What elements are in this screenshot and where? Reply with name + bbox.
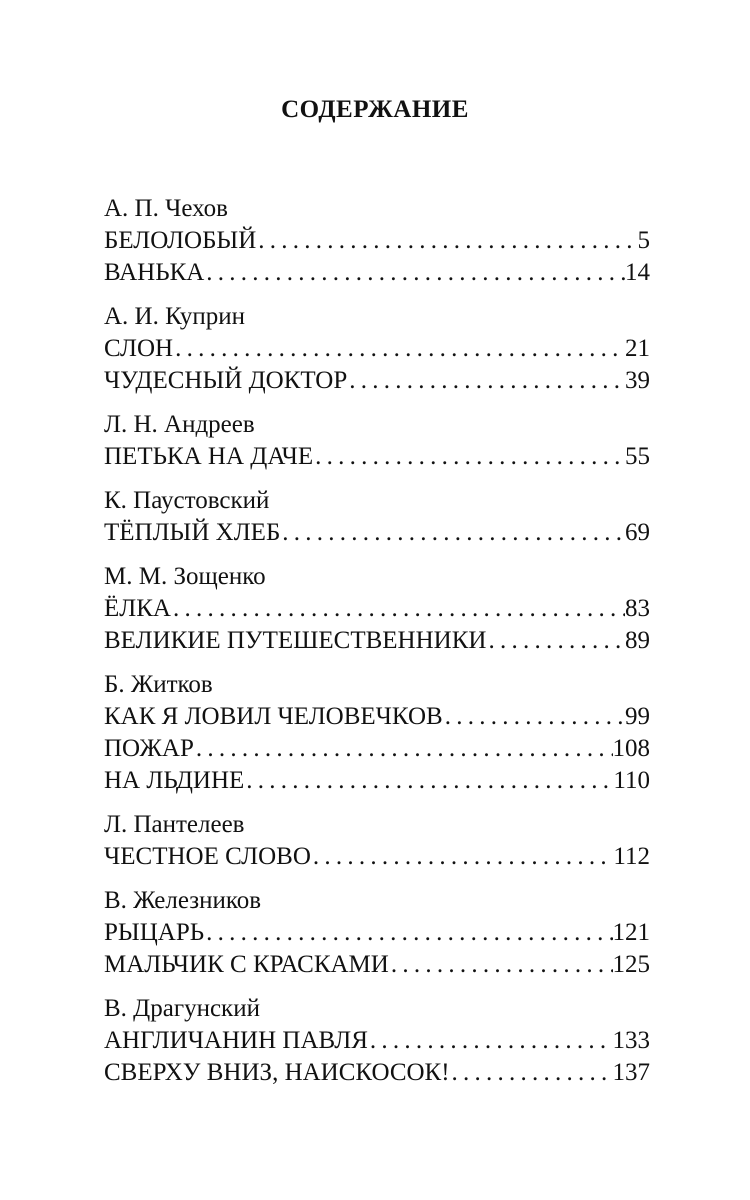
author-name: М. М. Зощенко — [104, 563, 266, 590]
dot-leader — [171, 593, 625, 625]
story-title: ЧУДЕСНЫЙ ДОКТОР — [104, 367, 348, 394]
table-of-contents — [104, 193, 650, 1101]
toc-author-group — [104, 885, 650, 981]
page-number: 137 — [612, 1059, 650, 1086]
author-name: Л. Пантелеев — [104, 811, 245, 838]
story-title: ВЕЛИКИЕ ПУТЕШЕСТВЕННИКИ — [104, 627, 487, 654]
toc-author-group — [104, 409, 650, 473]
story-title: ВАНЬКА — [104, 259, 205, 286]
dot-leader — [347, 365, 625, 397]
story-title: ТЁПЛЫЙ ХЛЕБ — [104, 519, 281, 546]
toc-author-group — [104, 993, 650, 1089]
story-title: АНГЛИЧАНИН ПАВЛЯ — [104, 1027, 368, 1054]
toc-entry — [104, 949, 650, 981]
dot-leader — [194, 733, 613, 765]
dot-leader — [280, 517, 625, 549]
story-title: БЕЛОЛОБЫЙ — [104, 227, 257, 254]
toc-entry — [104, 441, 650, 473]
page-number: 121 — [612, 919, 650, 946]
toc-entry — [104, 1025, 650, 1057]
toc-author-group — [104, 561, 650, 657]
dot-leader — [244, 765, 613, 797]
page-number: 83 — [625, 595, 650, 622]
dot-leader — [450, 1057, 613, 1089]
story-title: ПЕТЬКА НА ДАЧЕ — [104, 443, 314, 470]
toc-author-group — [104, 193, 650, 289]
toc-entry — [104, 517, 650, 549]
story-title: ЁЛКА — [104, 595, 171, 622]
page-number: 112 — [613, 843, 650, 870]
page-number: 14 — [625, 259, 650, 286]
author-name: Л. Н. Андреев — [104, 411, 255, 438]
author-name: Б. Житков — [104, 671, 213, 698]
toc-entry — [104, 917, 650, 949]
toc-author-group — [104, 669, 650, 797]
toc-entry — [104, 365, 650, 397]
page-number: 108 — [612, 735, 650, 762]
story-title: СВЕРХУ ВНИЗ, НАИСКОСОК! — [104, 1059, 450, 1086]
dot-leader — [173, 333, 625, 365]
dot-leader — [443, 701, 625, 733]
page-number: 89 — [625, 627, 650, 654]
author-name: К. Паустовский — [104, 487, 270, 514]
page-title: СОДЕРЖАНИЕ — [281, 96, 469, 123]
toc-entry — [104, 593, 650, 625]
toc-author-group — [104, 485, 650, 549]
toc-entry — [104, 841, 650, 873]
author-name: В. Драгунский — [104, 995, 260, 1022]
dot-leader — [313, 441, 625, 473]
page-number: 21 — [625, 335, 650, 362]
story-title: РЫЦАРЬ — [104, 919, 205, 946]
dot-leader — [204, 917, 612, 949]
page-number: 5 — [637, 227, 650, 254]
author-name: А. И. Куприн — [104, 303, 246, 330]
dot-leader — [204, 257, 625, 289]
toc-author-group — [104, 809, 650, 873]
story-title: НА ЛЬДИНЕ — [104, 767, 245, 794]
page-number: 69 — [625, 519, 650, 546]
page-number: 133 — [612, 1027, 650, 1054]
dot-leader — [311, 841, 614, 873]
toc-entry — [104, 733, 650, 765]
dot-leader — [368, 1025, 613, 1057]
author-name: А. П. Чехов — [104, 195, 228, 222]
dot-leader — [256, 225, 637, 257]
toc-entry — [104, 257, 650, 289]
story-title: ЧЕСТНОЕ СЛОВО — [104, 843, 311, 870]
dot-leader — [486, 625, 625, 657]
toc-entry — [104, 333, 650, 365]
author-name: В. Железников — [104, 887, 262, 914]
page-number: 125 — [612, 951, 650, 978]
page-number: 110 — [613, 767, 650, 794]
toc-entry — [104, 1057, 650, 1089]
story-title: МАЛЬЧИК С КРАСКАМИ — [104, 951, 389, 978]
toc-entry — [104, 625, 650, 657]
toc-entry — [104, 225, 650, 257]
toc-author-group — [104, 301, 650, 397]
story-title: КАК Я ЛОВИЛ ЧЕЛОВЕЧКОВ — [104, 703, 443, 730]
page-number: 39 — [625, 367, 650, 394]
story-title: ПОЖАР — [104, 735, 194, 762]
toc-entry — [104, 701, 650, 733]
story-title: СЛОН — [104, 335, 174, 362]
page-number: 99 — [625, 703, 650, 730]
dot-leader — [389, 949, 613, 981]
toc-entry — [104, 765, 650, 797]
page-number: 55 — [625, 443, 650, 470]
